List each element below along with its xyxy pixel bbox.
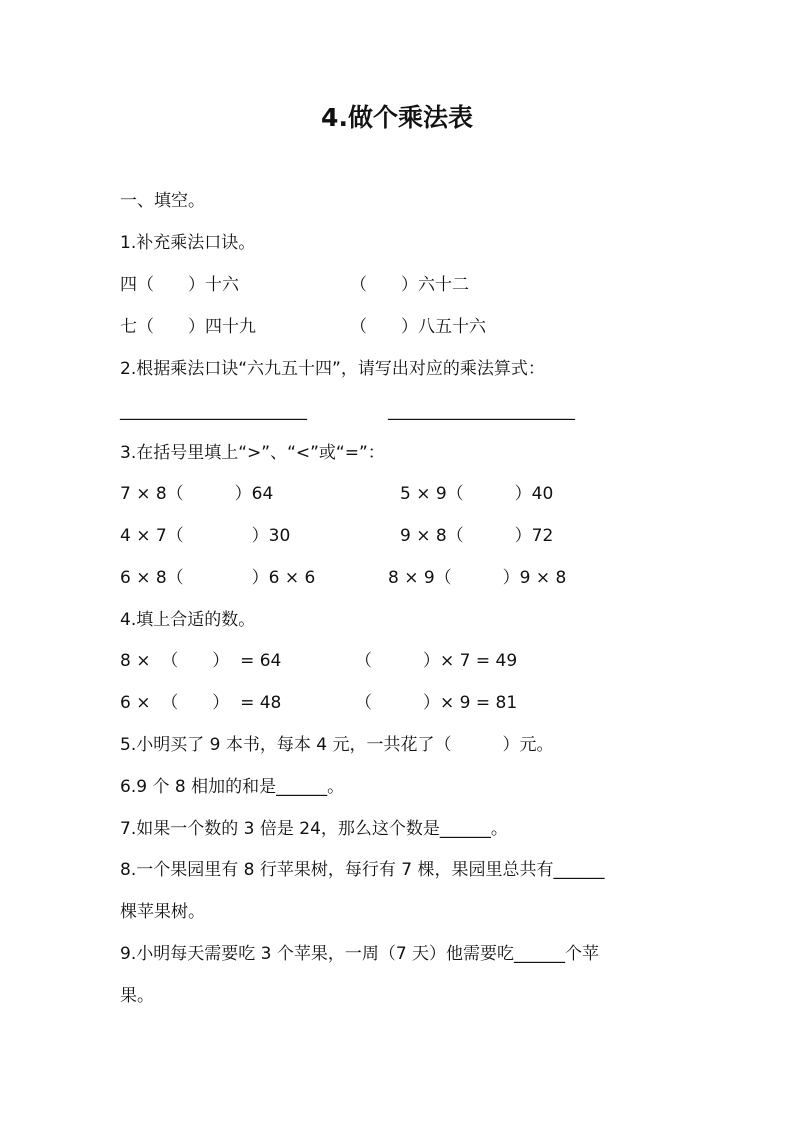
question-8-line-1: 8.一个果园里有 8 行苹果树，每行有 7 棵，果园里总共有______	[120, 860, 605, 880]
page-title: 4.做个乘法表	[321, 103, 473, 132]
q4-row-1-right: （ ）× 7 = 49	[355, 651, 518, 671]
q4-row-1-left: 8 × （ ） = 64	[120, 651, 282, 671]
question-8-line-2: 棵苹果树。	[120, 902, 205, 922]
question-2-prompt: 2.根据乘法口诀“六九五十四”，请写出对应的乘法算式：	[120, 359, 545, 379]
q1-item-3: 七（ ）四十九	[120, 317, 256, 337]
q2-answer-blank-right: ______________________	[388, 401, 575, 421]
question-4-prompt: 4.填上合适的数。	[120, 610, 256, 630]
q3-row-2-right: 9 × 8（ ）72	[400, 526, 554, 546]
question-9-line-2: 果。	[120, 986, 154, 1006]
question-9-line-1: 9.小明每天需要吃 3 个苹果，一周（7 天）他需要吃______个苹	[120, 944, 600, 964]
q2-answer-blank-left: ______________________	[120, 401, 307, 421]
q1-item-4: （ ）八五十六	[350, 317, 486, 337]
q1-item-2: （ ）六十二	[350, 275, 469, 295]
q1-item-1: 四（ ）十六	[120, 275, 239, 295]
q3-row-3-left: 6 × 8（ ）6 × 6	[120, 568, 316, 588]
q3-row-2-left: 4 × 7（ ）30	[120, 526, 291, 546]
q3-row-1-right: 5 × 9（ ）40	[400, 484, 554, 504]
q3-row-3-right: 8 × 9（ ）9 × 8	[388, 568, 567, 588]
section-heading-fill-in: 一、填空。	[120, 191, 205, 211]
question-7: 7.如果一个数的 3 倍是 24，那么这个数是______。	[120, 819, 508, 839]
q3-row-1-left: 7 × 8（ ）64	[120, 484, 274, 504]
q4-row-2-left: 6 × （ ） = 48	[120, 693, 282, 713]
question-1-prompt: 1.补充乘法口诀。	[120, 233, 256, 253]
question-5: 5.小明买了 9 本书，每本 4 元，一共花了（ ）元。	[120, 735, 554, 755]
q4-row-2-right: （ ）× 9 = 81	[355, 693, 518, 713]
question-6: 6.9 个 8 相加的和是______。	[120, 777, 345, 797]
question-3-prompt: 3.在括号里填上“>”、“<”或“=”：	[120, 443, 385, 463]
